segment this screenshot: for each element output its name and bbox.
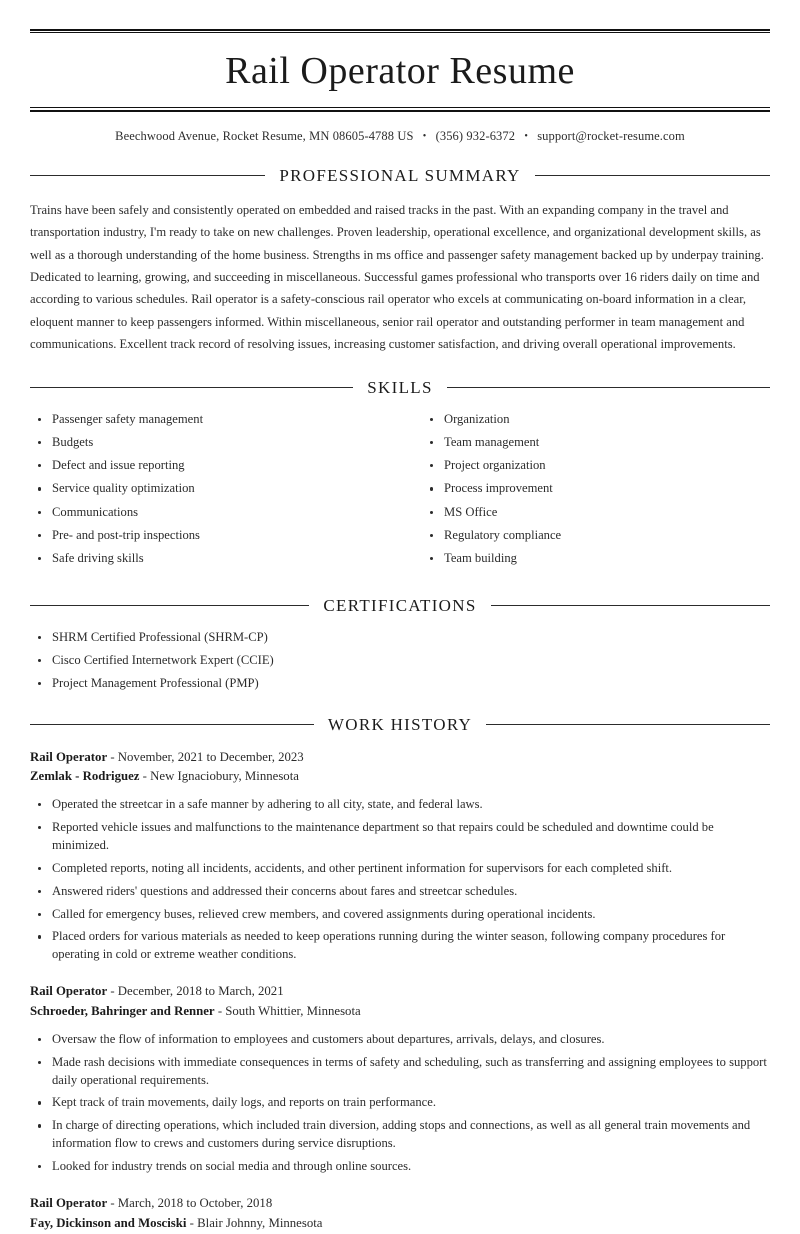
job-title-line: Rail Operator - December, 2018 to March, 2021	[30, 984, 284, 999]
list-item: Project Management Professional (PMP)	[30, 675, 770, 693]
header-top-rule	[30, 29, 770, 33]
heading-rule-right	[447, 387, 770, 388]
list-item: Safe driving skills	[30, 550, 400, 568]
list-item: Pre- and post-trip inspections	[30, 527, 400, 545]
list-item: Defect and issue reporting	[30, 457, 400, 475]
job-title-line: Rail Operator - November, 2021 to December, 2023	[30, 749, 304, 764]
list-item: Oversaw the flow of information to employees and customers about departures, arrivals, delays, and closures.	[30, 1031, 770, 1049]
job-title: Rail Operator	[30, 1195, 108, 1210]
list-item: Called for emergency buses, relieved crew members, and covered assignments during operational incidents.	[30, 906, 770, 924]
contact-line	[30, 129, 770, 144]
job-company-line: Zemlak - Rodriguez - New Ignaciobury, Minnesota	[30, 769, 299, 784]
list-item: Answered riders' questions and addressed their concerns about fares and streetcar schedules.	[30, 883, 770, 901]
job-dates: November, 2021 to December, 2023	[117, 749, 304, 764]
list-item: Cisco Certified Internetwork Expert (CCIE)	[30, 652, 770, 670]
skills-list-left	[30, 411, 400, 568]
section-heading-skills	[30, 378, 770, 398]
certifications-list	[30, 629, 770, 693]
job-company: Schroeder, Bahringer and Renner	[30, 1003, 215, 1018]
heading-rule-left	[30, 724, 314, 725]
list-item: Project organization	[422, 457, 770, 475]
job-title: Rail Operator	[30, 749, 108, 764]
list-item: Team management	[422, 434, 770, 452]
job-location: Blair Johnny, Minnesota	[197, 1215, 323, 1230]
job-title-line: Rail Operator - March, 2018 to October, 2018	[30, 1195, 273, 1210]
list-item: Team building	[422, 550, 770, 568]
header-bottom-rule	[30, 107, 770, 112]
list-item: Made rash decisions with immediate consequences in terms of safety and scheduling, such as transferring and assigning employees to support daily operational requirements.	[30, 1054, 770, 1090]
heading-rule-right	[486, 724, 770, 725]
job-company: Zemlak - Rodriguez	[30, 769, 140, 784]
list-item: Service quality optimization	[30, 480, 400, 498]
work-history-entry	[30, 1194, 770, 1234]
page-title: Rail Operator Resume	[225, 50, 575, 92]
contact-address: Beechwood Avenue, Rocket Resume, MN 08605-4788 US	[115, 128, 414, 143]
heading-text: WORK HISTORY	[327, 714, 473, 734]
job-title: Rail Operator	[30, 984, 108, 999]
job-company-line: Schroeder, Bahringer and Renner - South Whittier, Minnesota	[30, 1003, 361, 1018]
summary-paragraph: Trains have been safely and consistently operated on embedded and raised tracks in the past. With an expanding company in the travel and transportation industry, I'm ready to take on new challenges. Proven leadership, operational excellence, and organizational development skills, as well as a thorough understanding of the home business. Strengths in ms office and passenger safety management backed up by underpay training. Dedicated to learning, growing, and succeeding in miscellaneous. Successful games professional who transports over 16 riders daily on time and according to various schedules. Rail operator is a safety-conscious rail operator who excels at communicating on-board information in a clear, eloquent manner to keep passengers informed. Within miscellaneous, senior rail operator and outstanding performer in team management and communications. Excellent track record of resolving issues, increasing customer satisfaction, and driving overall operational improvements.	[30, 202, 764, 352]
list-item: Budgets	[30, 434, 400, 452]
section-heading-certifications	[30, 596, 770, 616]
section-heading-work-history	[30, 715, 770, 735]
heading-rule-right	[491, 605, 770, 606]
list-item: Reported vehicle issues and malfunctions to the maintenance department so that repairs could be scheduled and downtime could be minimized.	[30, 819, 770, 855]
job-dates: March, 2018 to October, 2018	[117, 1195, 273, 1210]
heading-text: CERTIFICATIONS	[323, 595, 477, 615]
list-item: Operated the streetcar in a safe manner by adhering to all city, state, and federal laws.	[30, 796, 770, 814]
list-item: MS Office	[422, 504, 770, 522]
job-company-line: Fay, Dickinson and Mosciski - Blair Johnny, Minnesota	[30, 1215, 323, 1230]
resume-document	[0, 29, 800, 1234]
list-item: Regulatory compliance	[422, 527, 770, 545]
contact-email[interactable]: support@rocket-resume.com	[537, 128, 685, 143]
job-location: South Whittier, Minnesota	[225, 1003, 361, 1018]
list-item: Process improvement	[422, 480, 770, 498]
skills-column-left	[30, 411, 400, 574]
job-bullets	[30, 796, 770, 964]
list-item: Passenger safety management	[30, 411, 400, 429]
contact-phone: (356) 932-6372	[435, 128, 516, 143]
job-location: New Ignaciobury, Minnesota	[150, 769, 299, 784]
work-history-entry	[30, 982, 770, 1176]
list-item: SHRM Certified Professional (SHRM-CP)	[30, 629, 770, 647]
skills-list-right	[422, 411, 770, 568]
list-item: In charge of directing operations, which included train diversion, adding stops and connections, as well as all general train movements and information flow to crews and customers during service disruptions.	[30, 1117, 770, 1153]
heading-rule-left	[30, 387, 353, 388]
list-item: Looked for industry trends on social media and through online sources.	[30, 1158, 770, 1176]
heading-text: PROFESSIONAL SUMMARY	[279, 165, 521, 185]
skills-column-right	[400, 411, 770, 574]
heading-rule-right	[535, 175, 770, 176]
list-item: Organization	[422, 411, 770, 429]
heading-text: SKILLS	[367, 377, 433, 397]
list-item: Completed reports, noting all incidents, accidents, and other pertinent information for supervisors for each completed shift.	[30, 860, 770, 878]
heading-rule-left	[30, 605, 309, 606]
job-bullets	[30, 1031, 770, 1176]
list-item: Communications	[30, 504, 400, 522]
heading-rule-left	[30, 175, 265, 176]
list-item: Placed orders for various materials as needed to keep operations running during the winter season, following company procedures for operating in cold or extreme weather conditions.	[30, 928, 770, 964]
contact-separator-1: •	[422, 130, 427, 142]
contact-separator-2: •	[524, 130, 528, 142]
list-item: Kept track of train movements, daily logs, and reports on train performance.	[30, 1094, 770, 1112]
job-company: Fay, Dickinson and Mosciski	[30, 1215, 187, 1230]
work-history-entry	[30, 748, 770, 965]
job-dates: December, 2018 to March, 2021	[117, 984, 284, 999]
section-heading-summary	[30, 166, 770, 186]
skills-columns	[30, 411, 770, 574]
